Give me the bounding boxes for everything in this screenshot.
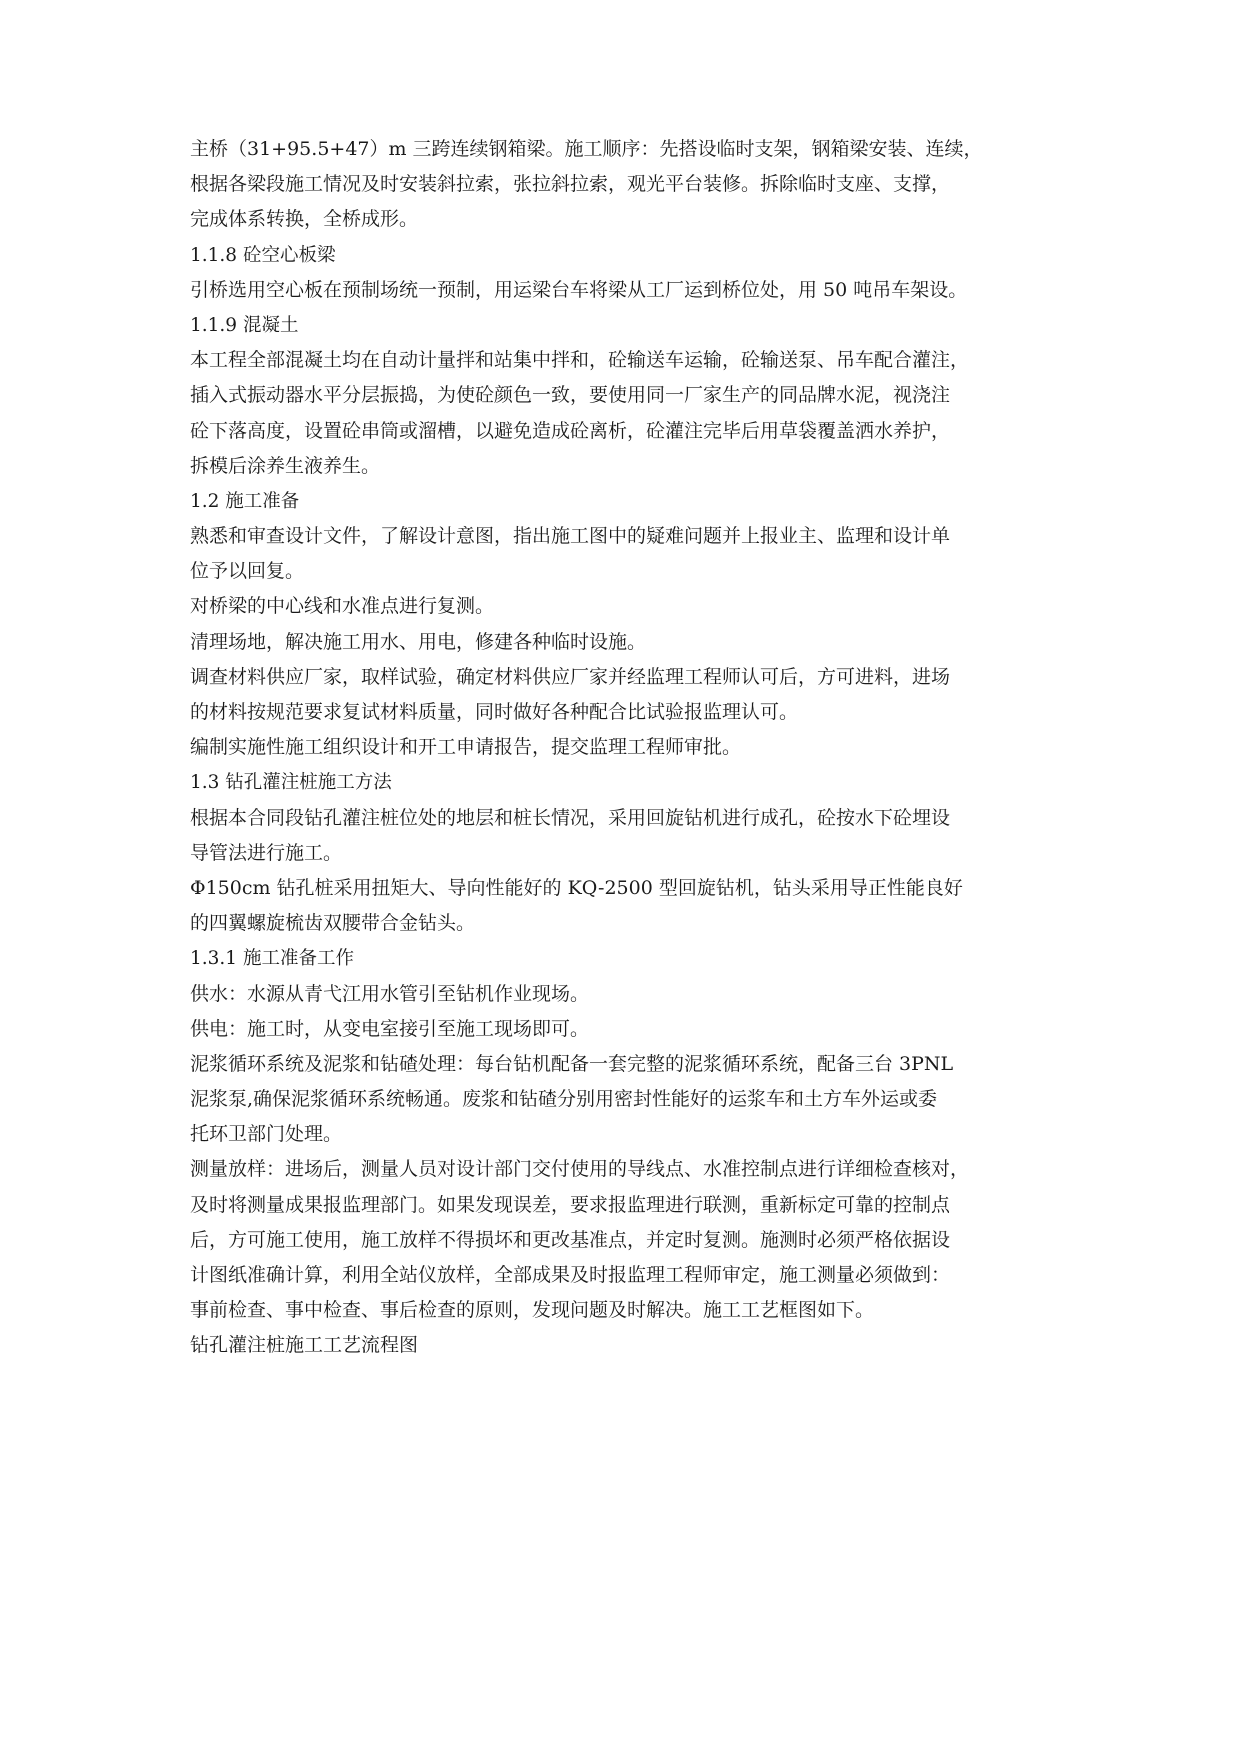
- body-text-line: 砼下落高度，设置砼串筒或溜槽，以避免造成砼离析，砼灌注完毕后用草袋覆盖洒水养护，: [190, 419, 951, 442]
- body-text-line: 泥浆泵,确保泥浆循环系统畅通。废浆和钻碴分别用密封性能好的运浆车和土方车外运或委: [190, 1088, 938, 1111]
- section-heading: 1.2 施工准备: [190, 490, 300, 512]
- body-text-line: 的四翼螺旋梳齿双腰带合金钻头。: [190, 912, 476, 935]
- body-text-line: 及时将测量成果报监理部门。如果发现误差，要求报监理进行联测，重新标定可靠的控制点: [190, 1193, 951, 1216]
- body-text-line: 计图纸准确计算，利用全站仪放样，全部成果及时报监理工程师审定，施工测量必须做到：: [190, 1264, 951, 1286]
- body-text-line: 事前检查、事中检查、事后检查的原则，发现问题及时解决。施工工艺框图如下。: [190, 1299, 875, 1322]
- body-text-line: 熟悉和审查设计文件，了解设计意图，指出施工图中的疑难问题并上报业主、监理和设计单: [190, 525, 951, 548]
- body-text-line: 本工程全部混凝土均在自动计量拌和站集中拌和，砼输送车运输，砼输送泵、吊车配合灌注，: [190, 349, 970, 372]
- body-text-line: 插入式振动器水平分层振捣，为使砼颜色一致，要使用同一厂家生产的同品牌水泥，视浇注: [190, 384, 951, 407]
- body-text-line: 调查材料供应厂家，取样试验，确定材料供应厂家并经监理工程师认可后，方可进料，进场: [190, 665, 951, 688]
- body-text-line: 位予以回复。: [190, 560, 305, 583]
- body-text-line: 主桥（31+95.5+47）m 三跨连续钢箱梁。施工顺序：先搭设临时支架，钢箱梁安装、连续，: [190, 138, 983, 160]
- body-text-line: 完成体系转换，全桥成形。: [190, 208, 419, 231]
- figure-caption: 钻孔灌注桩施工工艺流程图: [190, 1334, 419, 1357]
- section-heading: 1.1.8 砼空心板梁: [190, 244, 336, 266]
- document-body: [190, 132, 1070, 1364]
- body-text-line: 供电：施工时，从变电室接引至施工现场即可。: [190, 1017, 590, 1040]
- body-text-line: 的材料按规范要求复试材料质量，同时做好各种配合比试验报监理认可。: [190, 701, 799, 723]
- body-text-line: 测量放样：进场后，测量人员对设计部门交付使用的导线点、水准控制点进行详细检查核对，: [190, 1158, 970, 1181]
- section-heading: 1.3 钻孔灌注桩施工方法: [190, 772, 392, 794]
- body-text-line: 供水：水源从青弋江用水管引至钻机作业现场。: [190, 982, 590, 1005]
- body-text-line: 对桥梁的中心线和水准点进行复测。: [190, 595, 495, 618]
- section-heading: 1.3.1 施工准备工作: [190, 948, 354, 970]
- section-heading: 1.1.9 混凝土: [190, 314, 299, 336]
- body-text-line: 导管法进行施工。: [190, 841, 343, 864]
- body-text-line: 拆模后涂养生液养生。: [190, 454, 381, 477]
- body-text-line: 清理场地，解决施工用水、用电，修建各种临时设施。: [190, 630, 647, 653]
- body-text-line: 托环卫部门处理。: [190, 1123, 343, 1146]
- body-text-line: 引桥选用空心板在预制场统一预制，用运梁台车将梁从工厂运到桥位处，用 50 吨吊车架设。: [190, 278, 968, 301]
- body-text-line: 根据本合同段钻孔灌注桩位处的地层和桩长情况，采用回旋钻机进行成孔，砼按水下砼埋设: [190, 806, 951, 829]
- body-text-line: Φ150cm 钻孔桩采用扭矩大、导向性能好的 KQ-2500 型回旋钻机，钻头采用导正性能良好: [190, 876, 963, 899]
- body-text-line: 编制实施性施工组织设计和开工申请报告，提交监理工程师审批。: [190, 736, 742, 759]
- body-text-line: 后，方可施工使用，施工放样不得损坏和更改基准点，并定时复测。施测时必须严格依据设: [190, 1228, 951, 1251]
- body-text-line: 根据各梁段施工情况及时安装斜拉索，张拉斜拉索，观光平台装修。拆除临时支座、支撑，: [190, 173, 951, 196]
- body-text-line: 泥浆循环系统及泥浆和钻碴处理：每台钻机配备一套完整的泥浆循环系统，配备三台 3PNL: [190, 1052, 954, 1075]
